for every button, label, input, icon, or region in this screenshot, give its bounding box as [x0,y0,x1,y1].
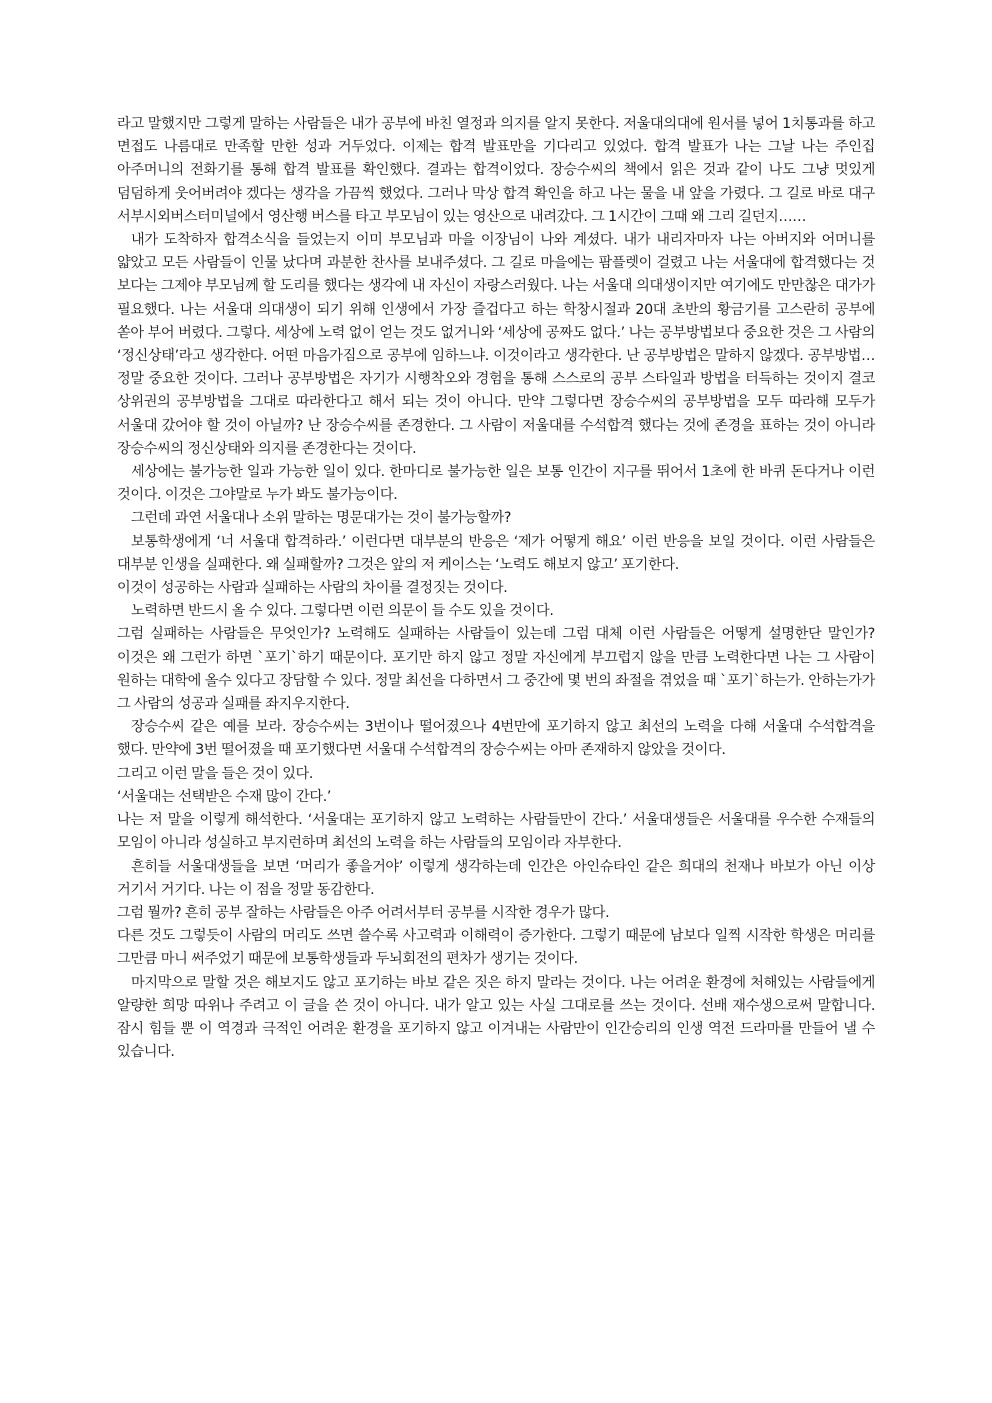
paragraph-10: 그리고 이런 말을 들은 것이 있다. [117,765,314,782]
paragraph-8: 그럼 실패하는 사람들은 무엇인가? 노력해도 실패하는 사람들이 있는데 그럼 대체 이런 사람들은 어떻게 설명한단 말인가? 이것은 왜 그런가 하면 `포기`하기 때문이다. 포기만 하지 않고 정말 자신에게 부끄럽지 않을 만큼 노력한다면 나는 그 사람이 원하는 대학에 올수 있다고 장담할 수 있다. 정말 최선을 다하면서 그 중간에 몇 번의 좌절을 겪었을 때 `포기`하는가. 안하는가가 그 사람의 성공과 실패를 좌지우지한다. [117,626,875,713]
paragraph-4: 그런데 과연 서울대나 소위 말하는 명문대가는 것이 불가능할까? [131,510,512,527]
paragraph-7: 노력하면 반드시 올 수 있다. 그렇다면 이런 의문이 들 수도 있을 것이다. [131,603,554,620]
paragraph-15: 다른 것도 그렇듯이 사람의 머리도 쓰면 쓸수록 사고력과 이해력이 증가한다. 그렇기 때문에 남보다 일찍 시작한 학생은 머리를 그만큼 마니 써주었기 때문에 보통학생들과 두뇌회전의 편차가 생기는 것이다. [117,928,875,968]
paragraph-2: 내가 도착하자 합격소식을 들었는지 이미 부모님과 마을 이장님이 나와 계셨다. 내가 내리자마자 나는 아버지와 어머니를 얇았고 모든 사람들이 인물 났다며 과분한 찬사를 보내주셨다. 그 길로 마을에는 팜플렛이 걸렸고 나는 서울대에 합격했다는 것 보다는 그제야 부모님께 할 도리를 했다는 생각에 내 자신이 자랑스러웠다. 나는 서울대 의대생이지만 여기에도 만만찮은 대가가 필요했다. 나는 서울대 의대생이 되기 위해 인생에서 가장 즐겁다고 하는 학창시절과 20대 초반의 황금기를 고스란히 공부에 쏟아 부어 버렸다. 그렇다. 세상에 노력 없이 얻는 것도 없거니와 ‘세상에 공짜도 없다.’ 나는 공부방법보다 중요한 것은 그 사람의 ‘정신상태’라고 생각한다. 어떤 마음가짐으로 공부에 임하느냐. 이것이라고 생각한다. 난 공부방법은 말하지 않겠다. 공부방법… 정말 중요한 것이다. 그러나 공부방법은 자기가 시행착오와 경험을 통해 스스로의 공부 스타일과 방법을 터득하는 것이지 결코 상위권의 공부방법을 그대로 따라한다고 해서 되는 것이 아니다. 만약 그렇다면 장승수씨의 공부방법을 모두 따라해 모두가 서울대 갔어야 할 것이 아닐까? 난 장승수씨를 존경한다. 그 사람이 저울대를 수석합격 했다는 것에 존경을 표하는 것이 아니라 장승수씨의 정신상태와 의지를 존경한다는 것이다. [117,232,875,457]
paragraph-14: 그럼 뭘까? 흔히 공부 잘하는 사람들은 아주 어려서부터 공부를 시작한 경우가 많다. [117,904,610,921]
paragraph-9: 장승수씨 같은 예를 보라. 장승수씨는 3번이나 떨어졌으나 4번만에 포기하지 않고 최선의 노력을 다해 서울대 수석합격을 했다. 만약에 3번 떨어졌을 때 포기했다면 서울대 수석합격의 장승수씨는 아마 존재하지 않았을 것이다. [117,719,875,759]
paragraph-13: 흔히들 서울대생들을 보면 ‘머리가 좋을거야’ 이렇게 생각하는데 인간은 아인슈타인 같은 희대의 천재나 바보가 아닌 이상 거기서 거기다. 나는 이 점을 정말 동감한다. [117,858,875,898]
paragraph-5: 보통학생에게 ‘너 서울대 합격하라.’ 이런다면 대부분의 반응은 ‘제가 어떻게 해요’ 이런 반응을 보일 것이다. 이런 사람들은 대부분 인생을 실패한다. 왜 실패할까? 그것은 앞의 저 케이스는 ‘노력도 해보지 않고’ 포기한다. [117,533,875,573]
paragraph-12: 나는 저 말을 이렇게 해석한다. ‘서울대는 포기하지 않고 노력하는 사람들만이 간다.’ 서울대생들은 서울대를 우수한 수재들의 모임이 아니라 성실하고 부지런하며 최선의 노력을 하는 사람들의 모임이라 자부한다. [117,812,875,852]
document-page [117,113,875,1064]
paragraph-3: 세상에는 불가능한 일과 가능한 일이 있다. 한마디로 불가능한 일은 보통 인간이 지구를 뛰어서 1초에 한 바퀴 돈다거나 이런 것이다. 이것은 그야말로 누가 봐도 불가능이다. [117,464,875,504]
paragraph-6: 이것이 성공하는 사람과 실패하는 사람의 차이를 결정짓는 것이다. [117,580,508,597]
paragraph-16: 마지막으로 말할 것은 해보지도 않고 포기하는 바보 같은 짓은 하지 말라는 것이다. 나는 어려운 환경에 처해있는 사람들에게 알량한 희망 따위나 주려고 이 글을 쓴 것이 아니다. 내가 알고 있는 사실 그대로를 쓰는 것이다. 선배 재수생으로써 말합니다. 잠시 힘들 뿐 이 역경과 극적인 어려운 환경을 포기하지 않고 이겨내는 사람만이 인간승리의 인생 역전 드라마를 만들어 낼 수 있습니다. [117,974,875,1061]
paragraph-11: ‘서울대는 선택받은 수재 많이 간다.’ [117,788,332,805]
paragraph-1: 라고 말했지만 그렇게 말하는 사람들은 내가 공부에 바친 열정과 의지를 알지 못한다. 저울대의대에 원서를 넣어 1치통과를 하고 면접도 나름대로 만족할 만한 성과 거두었다. 이제는 합격 발표만을 기다리고 있었다. 합격 발표가 나는 그날 나는 주인집 아주머니의 전화기를 통해 합격 발표를 확인했다. 결과는 합격이었다. 장승수씨의 책에서 읽은 것과 같이 나도 그냥 멋있게 덤덤하게 웃어버려야 겠다는 생각을 가끔씩 했었다. 그러나 막상 합격 확인을 하고 나는 물을 내 앞을 가렸다. 그 길로 바로 대구 서부시외버스터미널에서 영산행 버스를 타고 부모님이 있는 영산으로 내려갔다. 그 1시간이 그때 왜 그리 길던지…… [117,116,875,225]
